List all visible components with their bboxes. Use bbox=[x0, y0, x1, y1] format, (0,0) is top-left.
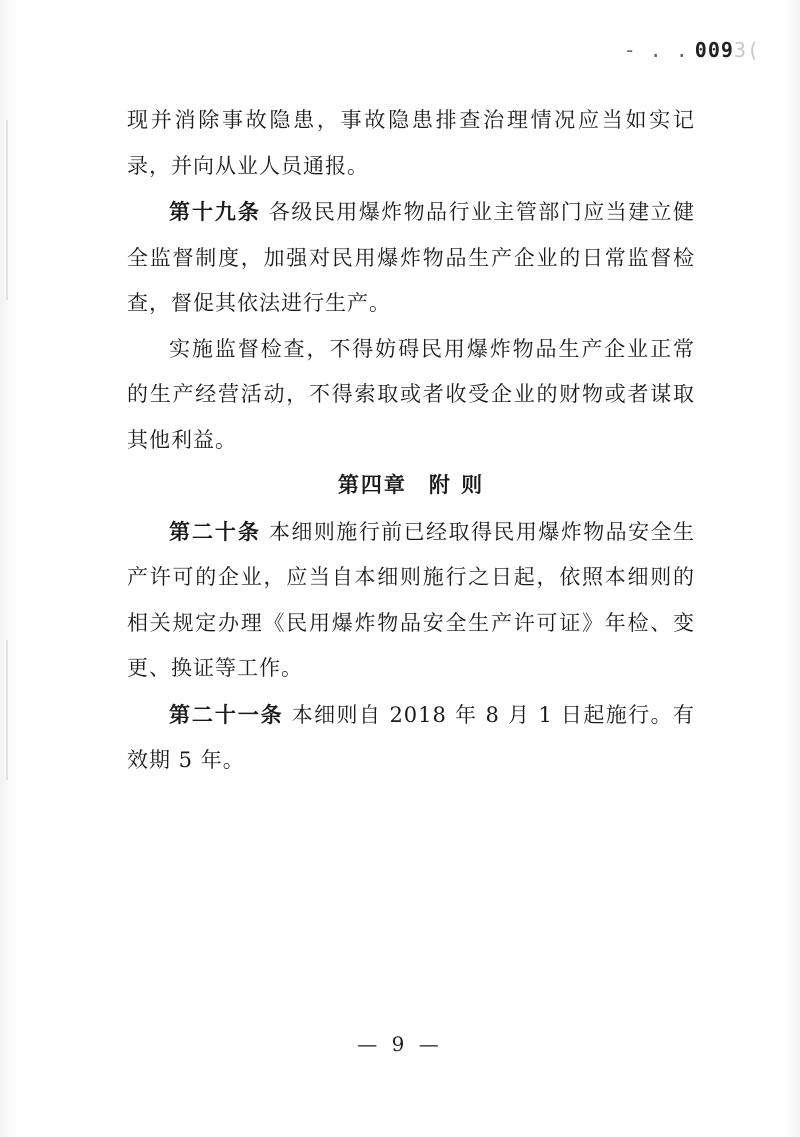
article-19-text: 各级民用爆炸物品行业主管部门应当建立健全监督制度，加强对民用爆炸物品生产企业的日常监督检查，督促其依法进行生产。 bbox=[127, 200, 695, 315]
article-21 bbox=[127, 692, 695, 784]
scan-edge-mark bbox=[6, 640, 8, 780]
scan-edge-mark bbox=[6, 120, 8, 300]
document-body bbox=[127, 98, 695, 784]
chapter-heading bbox=[127, 463, 695, 509]
page-number: — 9 — bbox=[357, 1032, 443, 1056]
article-20-number: 第二十条 bbox=[169, 518, 261, 544]
article-21-text: 本细则自 2018 年 8 月 1 日起施行。有效期 5 年。 bbox=[127, 702, 695, 772]
archive-page-stamp bbox=[624, 38, 760, 62]
article-19-number: 第十九条 bbox=[169, 199, 261, 224]
article-19-paragraph-2: 实施监督检查，不得妨碍民用爆炸物品生产企业正常的生产经营活动，不得索取或者收受企业的财物或者谋取其他利益。 bbox=[127, 336, 695, 452]
article-20-text: 本细则施行前已经取得民用爆炸物品安全生产许可的企业，应当自本细则施行之日起，依照本细则的相关规定办理《民用爆炸物品安全生产许可证》年检、变更、换证等工作。 bbox=[127, 519, 695, 680]
chapter-number: 第四章 bbox=[337, 473, 407, 497]
stamp-dots: - . . bbox=[623, 38, 689, 62]
chapter-title: 附 则 bbox=[428, 473, 485, 497]
article-20 bbox=[127, 509, 695, 692]
stamp-ghost-text: 3( bbox=[733, 38, 760, 62]
article-19 bbox=[127, 189, 695, 327]
paragraph-continuation: 现并消除事故隐患，事故隐患排查治理情况应当如实记录，并向从业人员通报。 bbox=[127, 108, 695, 178]
stamp-page-code: 009 bbox=[694, 38, 734, 62]
article-21-number: 第二十一条 bbox=[169, 701, 284, 727]
